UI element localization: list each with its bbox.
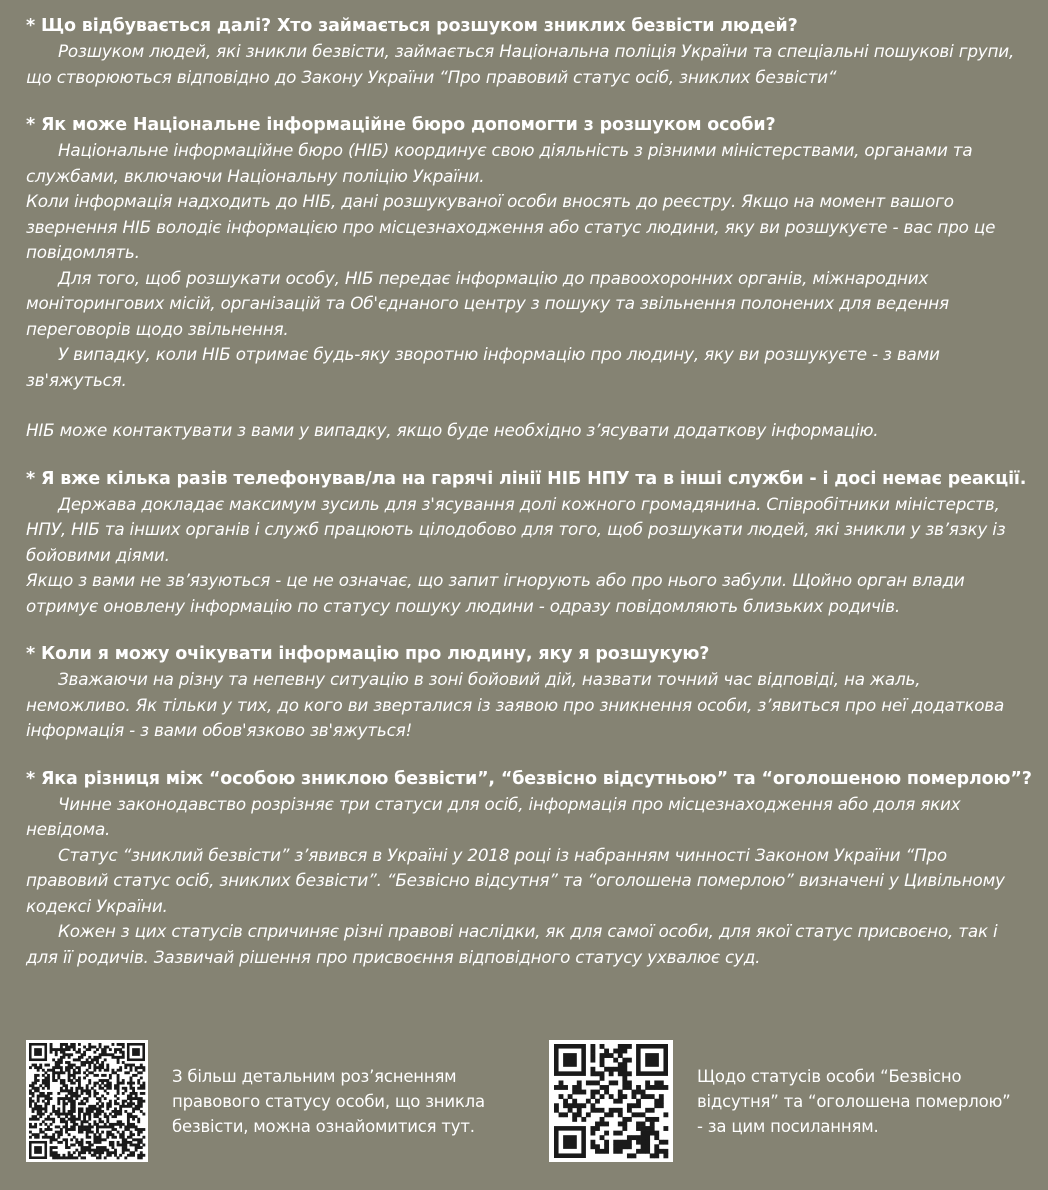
faq-paragraph: Національне інформаційне бюро (НІБ) координує свою діяльність з різними міністерствами, органами та службами, включаючи Національну поліцію України. — [26, 140, 973, 186]
faq-paragraph: Зважаючи на різну та непевну ситуацію в зоні бойовий дій, назвати точний час відповіді, на жаль, неможливо. Як тільки у тих, до кого ви зверталися із заявою про зникнення особи, з’явиться про неї додаткова інформація - з вами обов'язково зв'яжуться! — [26, 669, 1005, 740]
faq-question: * Що відбувається далі? Хто займається розшуком зниклих безвісти людей? — [26, 16, 798, 36]
faq-content — [26, 14, 1032, 993]
qr-caption-line: З більш детальним роз’ясненням — [172, 1067, 457, 1086]
qr-caption-line: безвісти, можна ознайомитися тут. — [172, 1117, 475, 1136]
faq-question: * Як може Національне інформаційне бюро допомогти з розшуком особи? — [26, 115, 776, 135]
qr-caption-line: відсутня” та “оголошена померлою” — [697, 1092, 1011, 1111]
faq-section-no-response — [26, 467, 1026, 620]
paragraph-gap — [26, 393, 1026, 418]
faq-question: * Коли я можу очікувати інформацію про людину, яку я розшукую? — [26, 644, 710, 664]
faq-paragraph: Кожен з цих статусів спричиняє різні правові наслідки, як для самої особи, для якої статус присвоєно, так і для її родичів. Зазвичай рішення про присвоєння відповідного статусу ухвалює суд. — [26, 921, 998, 967]
qr-caption — [697, 1064, 1011, 1139]
faq-section-when-info — [26, 642, 1026, 744]
faq-question: * Яка різниця між “особою зниклою безвісти”, “безвісно відсутньою” та “оголошеною померлою”? — [26, 768, 1032, 789]
faq-paragraph: Розшуком людей, які зникли безвісти, займається Національна поліція України та спеціальні пошукові групи, що створюються відповідно до Закону України “Про правовий статус осіб, зниклих безвісти“ — [26, 41, 1015, 87]
qr-code-icon[interactable] — [26, 1040, 148, 1162]
faq-question: * Я вже кілька разів телефонував/ла на гарячі лінії НІБ НПУ та в інші служби - і досі немає реакції. — [26, 468, 1027, 489]
faq-paragraph: НІБ може контактувати з вами у випадку, якщо буде необхідно з’ясувати додаткову інформацію. — [26, 420, 879, 440]
faq-section-next-steps — [26, 14, 1026, 90]
faq-paragraph: Коли інформація надходить до НІБ, дані розшукуваної особи вносять до реєстру. Якщо на момент вашого звернення НІБ володіє інформацією про місцезнаходження або статус людини, яку ви розшукуєте - вас про це повідомлять. — [26, 191, 996, 262]
qr-link-legal-status[interactable] — [26, 1040, 485, 1162]
faq-section-bureau-help — [26, 113, 1026, 444]
qr-code-icon[interactable] — [549, 1040, 673, 1162]
qr-link-status-definitions[interactable] — [549, 1040, 1011, 1162]
qr-caption-line: правового статусу особи, що зникла — [172, 1092, 485, 1111]
faq-paragraph: Статус “зниклий безвісти” з’явився в Україні у 2018 році із набранням чинності Законом України “Про правовий статус осіб, зниклих безвісти”. “Безвісно відсутня” та “оголошена померлою” визначені у Цивільному кодексі України. — [26, 844, 1005, 916]
faq-section-status-difference — [26, 767, 1032, 971]
faq-paragraph: У випадку, коли НІБ отримає будь-яку зворотню інформацію про людину, яку ви розшукуєте - з вами зв'яжуться. — [26, 344, 940, 390]
faq-paragraph: Держава докладає максимум зусиль для з'ясування долі кожного громадянина. Співробітники міністерств, НПУ, НІБ та інших органів і служб працюють цілодобово для того, щоб розшукати людей, які зникли у зв’язку із бойовими діями. — [26, 493, 1006, 565]
faq-paragraph: Якщо з вами не зв’язуються - це не означає, що запит ігнорують або про нього забули. Щойно орган влади отримує оновлену інформацію по статусу пошуку людини - одразу повідомляють близьких родичів. — [26, 570, 965, 616]
faq-paragraph: Для того, щоб розшукати особу, НІБ передає інформацію до правоохоронних органів, міжнародних моніторингових місій, організацій та Об'єднаного центру з пошуку та звільнення полонених для ведення переговорів щодо звільнення. — [26, 267, 949, 339]
faq-paragraph: Чинне законодавство розрізняє три статуси для осіб, інформація про місцезнаходження або доля яких невідома. — [26, 793, 961, 839]
qr-caption-line: - за цим посиланням. — [697, 1117, 879, 1136]
qr-caption-line: Щодо статусів особи “Безвісно — [697, 1067, 962, 1086]
qr-caption — [172, 1064, 485, 1139]
